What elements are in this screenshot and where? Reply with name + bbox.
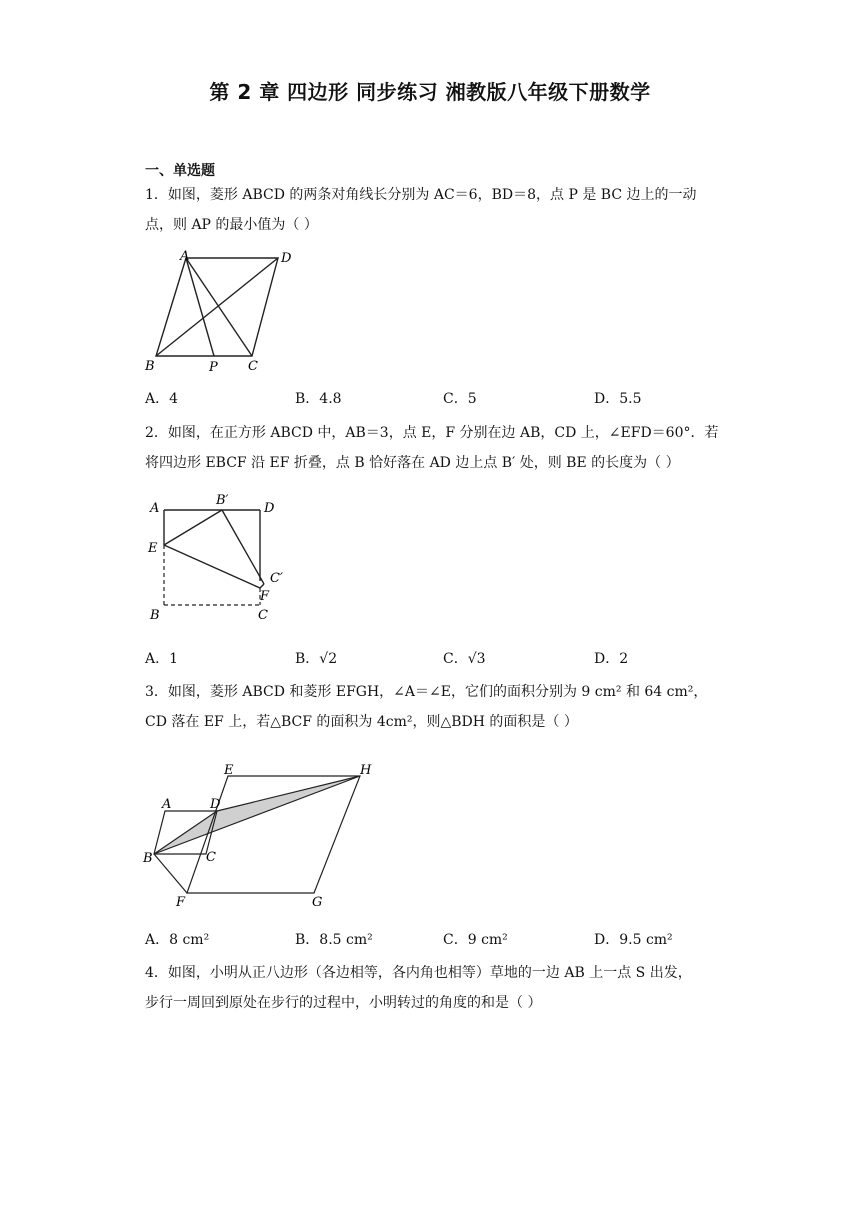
page-title: 第 2 章 四边形 同步练习 湘教版八年级下册数学 [209,80,651,104]
label-c: C [258,608,268,623]
question-2-line-2: 将四边形 EBCF 沿 EF 折叠，点 B 恰好落在 AD 边上点 B′ 处，则 BE 的长度为（ ） [145,455,680,471]
label-c: C [206,850,216,865]
option-b[interactable]: B．√2 [295,651,338,667]
question-1-line-1: 1．如图，菱形 ABCD 的两条对角线长分别为 AC＝6，BD＝8，点 P 是 BC 边上的一动 [145,187,697,203]
label-h: H [360,764,372,778]
question-4-line-1: 4．如图，小明从正八边形（各边相等，各内角也相等）草地的一边 AB 上一点 S 出发， [145,965,692,981]
question-2-line-1: 2．如图，在正方形 ABCD 中，AB＝3，点 E，F 分别在边 AB，CD 上，∠EFD＝60°．若 [145,425,719,441]
label-d: D [210,797,221,812]
label-f: F [260,589,270,604]
question-1-line-2: 点，则 AP 的最小值为（ ） [145,217,318,233]
option-d[interactable]: D．9.5 cm² [594,932,673,948]
question-3-options [145,929,745,949]
label-c: C [248,359,258,374]
question-2-figure [140,488,300,624]
question-3-figure [140,764,380,910]
option-a[interactable]: A．8 cm² [145,932,210,948]
label-e: E [148,541,158,556]
question-3-text [145,677,725,737]
label-g: G [312,895,323,910]
label-b: B [143,851,153,866]
label-p: P [209,360,218,375]
label-d: D [264,501,275,516]
section-heading: 一、单选题 [145,163,215,179]
option-c[interactable]: C．√3 [443,651,486,667]
label-c-prime: C′ [270,571,283,586]
label-b-prime: B′ [216,493,229,508]
label-a: A [162,797,172,812]
question-1-options [145,388,745,408]
label-a: A [150,501,160,516]
option-c[interactable]: C．9 cm² [443,932,508,948]
option-c[interactable]: C．5 [443,391,477,407]
label-d: D [281,251,292,266]
option-a[interactable]: A．1 [145,651,179,667]
option-d[interactable]: D．5.5 [594,391,642,407]
label-a: A [180,249,190,264]
option-a[interactable]: A．4 [145,391,179,407]
question-4-line-2: 步行一周回到原处在步行的过程中，小明转过的角度的和是（ ） [145,995,542,1011]
label-e: E [224,764,234,778]
question-2-text [145,418,725,478]
option-d[interactable]: D．2 [594,651,629,667]
question-1-text [145,180,725,240]
option-b[interactable]: B．8.5 cm² [295,932,373,948]
question-3-line-1: 3．如图，菱形 ABCD 和菱形 EFGH，∠A＝∠E，它们的面积分别为 9 cm² 和 64 cm²， [145,684,708,700]
label-b: B [150,608,160,623]
question-4-text [145,958,725,1018]
question-3-line-2: CD 落在 EF 上，若△BCF 的面积为 4cm²，则△BDH 的面积是（ ） [145,714,578,730]
question-2-options [145,648,745,668]
label-f: F [176,895,186,910]
label-b: B [145,359,155,374]
question-1-figure [140,248,310,376]
option-b[interactable]: B．4.8 [295,391,342,407]
